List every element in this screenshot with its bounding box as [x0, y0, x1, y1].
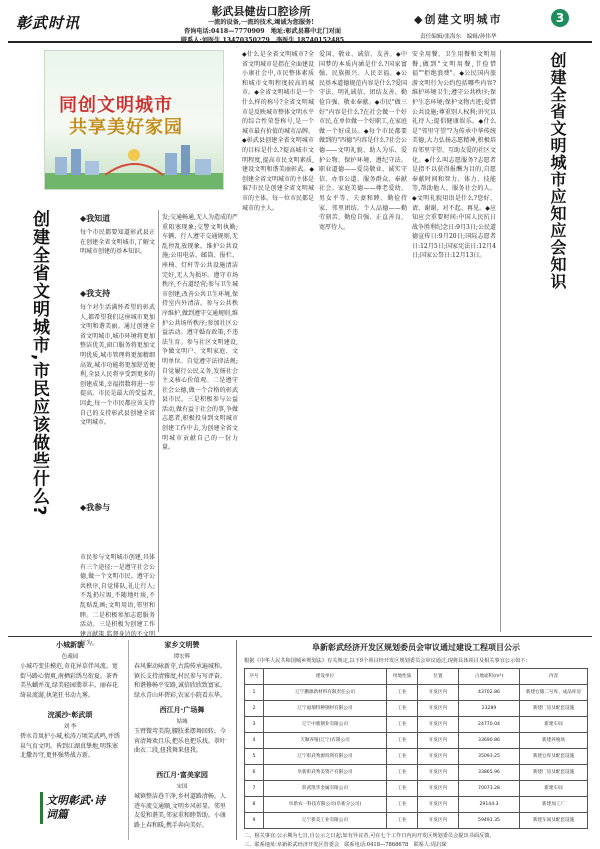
table-cell: 29144.3 [459, 797, 520, 813]
table-cell: 3 [245, 717, 264, 733]
poem-3-text: 春风催动咏新芽,古韵传承遍城和。镇长支持清雅度,村民参与写评奋。和谐修畅平安路,诚信欣欣致富家。绿水青山环碧彩,农家小院看东华。 [134, 663, 226, 699]
table-cell: 工业 [387, 797, 418, 813]
page-number: 3 [555, 11, 565, 25]
poems-divider-1 [128, 640, 129, 840]
table-cell: 工业 [387, 685, 418, 701]
poem-5 [134, 770, 230, 830]
poem-2-title: 浣溪沙·彰武颂 [47, 711, 93, 719]
table-cell: 4 [245, 733, 264, 749]
table-cell: 辽宁新美工业有限公司 [264, 813, 387, 829]
section-join-heading: ◆我参与 [80, 503, 111, 512]
poem-2-text: 碧水青岚护小城,松涛万顷笑武鸣,并绣泉气育文明。皆到江湖真挚地,明珠塞北撒吾穹,更怀强势战方新。 [20, 733, 120, 760]
table-cell: 辽宁中鼎钢业有限公司 [264, 717, 387, 733]
poem-1-title: 小城新貌 [56, 641, 84, 649]
ad-clinic-name: 彰武县健齿口腔诊所 [211, 5, 311, 18]
table-header: 位置 [418, 669, 459, 685]
table-header: 用地性质 [387, 669, 418, 685]
section-support-heading: ◆我支持 [80, 289, 111, 298]
table-cell: 24770.04 [459, 717, 520, 733]
table-cell: 9 [245, 813, 264, 829]
table-cell: 彰武凯华金属有限公司 [264, 781, 387, 797]
section-title: ◆创建文明城市 [414, 13, 503, 26]
column-divider-1 [158, 210, 159, 632]
poem-1-author: 色魂园 [61, 654, 79, 660]
notice-footer-2: 三、联系地址:阜新彰武经济开发区管委会 联系电话:0418—7868678 联系人:周启琛 [244, 842, 447, 848]
column-divider-right [500, 50, 501, 632]
newspaper-logo: 彰武时讯 [16, 14, 81, 32]
table-cell: 辽宁鹏源新材料有限责任公司 [264, 685, 387, 701]
poem-4 [134, 705, 230, 756]
banner-skyline [45, 143, 223, 189]
notice-title: 阜新彰武经济开发区规划委员会审议通过建设工程项目公示 [312, 643, 520, 652]
table-row [245, 717, 588, 733]
notice-footer-1: 二、相关事宜:公示期为七日,自公示之日起;如有异议者,可在七个工作日内向开发区规划委员会提出书面反馈。 [244, 833, 495, 839]
table-row [245, 797, 588, 813]
column-1 [80, 213, 155, 517]
paragraph-column-4: 爱国、敬业、诚信、友善。◆中国梦的本质内涵是什么?国家富强、民族振兴、人民幸福。◆公民基本道德规范内容是什么?爱国守法、明礼诚信、团结友善、勤俭自强、敬业奉献。◆市民"做三好"内容是什么?在社会做一个好市民,在单位做一个好职工,在家庭做一个好成员。◆每个市民都要做到的"四德"内容是什么?社会公德——文明礼貌、助人为乐、爱护公物、保护环境、遵纪守法。职业道德——爱岗敬业、诚实守信、办事公道、服务群众、奉献社会。家庭美德——尊老爱幼、男女平等、夫妻和睦、勤俭持家、邻里团结。个人品德——勤劳刻苦、勤俭自强、正直善良、宽厚待人。 [319, 51, 407, 231]
table-cell: 新建加工厂 [520, 797, 588, 813]
poem-5-text: 城镇整洁巷干净,乡村道路清畅。人迹车流交通顺,文明乡风彰显。邻里友爱和谐美,邻家重和睦帮助。小康路上春和暖,携手奔向美好。 [134, 793, 226, 829]
paragraph-column-2: 发;交通畅通,无人为造成的严重阻塞现象;交警文明执勤;车辆、行人遵守交通规则,无乱停乱放现象。维护公共设施;公用电话、邮筒、报栏、座椅、灯杆等公共设施清洁完好,无人为损坏。遵守市场秩序,不占道经营;参与卫生城市创建,改善公共卫生环境,保持室内外清洁。参与公共秩序维护,做到遵守交通规则,维护公共场所秩序;参加社区公益活动。遵守婚育政策,不违法生育。参与社区文明建设,争做文明户、文明家庭、文明单位。自觉遵守法律法规;自觉履行公民义务,发扬社会主义核心价值观。二是遵守社会公德,做一个合格的彰武县市民。三是积极参与公益活动,做有益于社会的事,争做志愿者,积极投身到文明城市创建工作中去,为创建全省文明城市贡献自己的一份力量。 [162, 214, 238, 452]
poem-1 [20, 640, 120, 700]
table-row [245, 813, 588, 829]
table-header: 内容 [520, 669, 588, 685]
headline-left: 创建全省文明城市,市民应该做些什么? [29, 210, 49, 517]
table-cell: 新建厂房及配套设施 [520, 765, 588, 781]
notice-intro: 根据《中华人民共和国城乡规划法》有关规定,以下9个项目经开发区规划委员会审议通过,现将具体项目及相关事宜公示如下: [244, 658, 528, 664]
table-cell: 工业 [387, 813, 418, 829]
ad-phone-address: 咨询电话:0418—7770909 地址:彰武县幕中北门对面 [183, 28, 342, 35]
poem-4-title: 西江月·广场舞 [159, 706, 205, 714]
table-cell: 开发区内 [418, 813, 459, 829]
masthead [0, 0, 600, 42]
table-cell: 23289 [459, 701, 520, 717]
table-cell: 开发区内 [418, 717, 459, 733]
public-notice [240, 640, 592, 848]
table-header: 建设单位 [264, 669, 387, 685]
table-cell: 辽宁彰武秀源投资有限公司 [264, 749, 387, 765]
table-row [245, 701, 588, 717]
table-cell: 开发区内 [418, 685, 459, 701]
paragraph-know: 每个市民都要知道彰武县正在创建全省文明城市,了解文明城市创建的基本知识。 [80, 229, 155, 256]
table-cell: 8 [245, 797, 264, 813]
table-row [245, 765, 588, 781]
poem-3-author: 谭宏辉 [173, 654, 191, 660]
table-cell: 新建养殖场 [520, 733, 588, 749]
banner-title-2: 共享美好家园 [69, 117, 183, 138]
poems-section-label: 文明彰武·诗词篇 [40, 792, 113, 824]
poem-2-author: 刘 李 [63, 724, 77, 730]
paragraph-join: 市民参与文明城市创建,具体有三个途径:一是遵守社会公德,做一个文明市民。遵守公共秩序,自觉排队,礼让行人;不乱扔垃圾,不随地吐痰,不乱贴乱画;文明用语,邻里和睦。二是积极参加志愿服务活动。三是积极为创建工作建言献策,监督身边的不文明行为。 [80, 554, 155, 648]
table-cell: 开发区内 [418, 733, 459, 749]
poem-1-text: 小城巧变佳模范,奇花异草伴风流。宽街马路心情爽,南栖彩绣鸟衔夏。茶香美丛蝴并茂,绿美轻园翡翠丰。丽春花绮泉流潺,执笔狂书动九雾。 [20, 663, 118, 699]
table-cell: 开发区内 [418, 749, 459, 765]
table-cell: 5 [245, 749, 264, 765]
table-cell: 70073.28 [459, 781, 520, 797]
editor-credits: 责任编辑/张海东 编辑/孙伟华 [420, 34, 497, 40]
table-cell: 新建厂房及配套设施 [520, 701, 588, 717]
poem-5-title: 西江月·富美家园 [156, 771, 208, 779]
table-cell: 新建车间及配套设施 [520, 813, 588, 829]
section-know-heading: ◆我知道 [80, 214, 111, 223]
paragraph-support: 每个对生活满怀希望的彰武人,都希望我们这座城市更加文明和谐美丽。通过创建全省文明城市,城市环境将更加整洁优美,窗口服务将更加文明优质,城市管理将更加精细高效,城市功能将更加舒适便利,全县人民将享受到更多的创建成果,幸福指数将进一步提高。市民是最大的受益者,因此,每一个市民都应该支持自己的支持彰武县创建全省文明城市。 [80, 304, 155, 427]
ad-contacts: 联系人:刘医生 13470350279 李医生 18740152485 [180, 37, 345, 44]
table-cell: 33690.86 [459, 733, 520, 749]
lower-section-rule [8, 636, 592, 637]
paragraph-column-5: 安全用餐、卫生用餐和文明用餐,做到"文明用餐,节俭惜福""拒绝浪费"。◆公民国内旅游文明行为公约包括哪些内容?维护环境卫生;遵守公共秩序;保护生态环境;保护文物古迹;爱惜公共设施;尊重别人权利;讲究以礼待人;提倡健康娱乐。◆什么是"邻里守望"?为传承中华传统美德,大力弘扬志愿精神,积极培育邻里守望、互助友爱的社区文化。◆什么叫志愿服务?志愿者是指不以获得报酬为目的,自愿奉献时间和智力、体力、技能等,帮助他人、服务社会的人。◆文明礼貌用语是什么?您好、请、谢谢、对不起、再见。◆应知应会重要时间:中国人民抗日战争胜利纪念日:9月3日;公民道德宣传日:9月20日;国际志愿者日:12月5日;国家宪法日:12月4日;国家公祭日:12月13日。 [412, 51, 497, 260]
table-cell: 开发区内 [418, 781, 459, 797]
notice-project-table [244, 668, 588, 829]
table-cell: 2 [245, 701, 264, 717]
table-cell: 辽宁福瑞特种钢材有限公司 [264, 701, 387, 717]
table-cell: 工业 [387, 717, 418, 733]
table-cell: 阜新彰武秀美资产有限公司 [264, 765, 387, 781]
table-cell: 开发区内 [418, 765, 459, 781]
poem-5-author: 宋国 [176, 784, 188, 790]
table-cell: 工业 [387, 781, 418, 797]
table-cell: 6 [245, 765, 264, 781]
table-cell: 59491.35 [459, 813, 520, 829]
table-row [245, 781, 588, 797]
table-cell: 工业 [387, 733, 418, 749]
poem-2 [20, 710, 120, 761]
table-row [245, 749, 588, 765]
banner-title-1: 同创文明城市 [59, 95, 173, 116]
paragraph-column-3: ◆什么是全省文明城市?全省文明城市是指在全面建设小康社会中,市民整体素质和城市文明程度较高的城市。◆全省文明城市是一个什么样的称号?全省文明城市是反映城市整体文明水平的综合性荣誉称号,是一个城市最有价值的城市品牌。◆彰武县创建全省文明城市的目标是什么?提高城市文明程度,提高市民文明素质,建设文明和谐美丽彰武。◆创建全省文明城市的主体是谁?市民是创建全省文明城市的主体。每一位市民都是城市的主人。 [242, 51, 315, 212]
page-number-badge [551, 9, 569, 27]
table-cell: 新建仓库及配套设施 [520, 749, 588, 765]
notice-divider [236, 640, 237, 840]
masthead-rule [8, 41, 592, 43]
table-cell: 新建车间 [520, 717, 588, 733]
table-header: 序号 [245, 669, 264, 685]
poem-4-author: 姑城 [176, 719, 188, 725]
table-cell: 开发区内 [418, 701, 459, 717]
poem-3-title: 家乡文明赞 [164, 641, 200, 649]
table-cell: 工业 [387, 749, 418, 765]
table-cell: 7 [245, 781, 264, 797]
table-row [245, 733, 588, 749]
section-title-text: 创建文明城市 [424, 13, 503, 26]
ad-slogan: 一流的设备,一流的技术,竭诚为您服务! [207, 19, 315, 26]
table-cell: 阜新农一科技有限公司(阜新分公司) [264, 797, 387, 813]
table-body [245, 685, 588, 829]
headline-right: 创建全省文明城市应知应会知识 [548, 52, 567, 290]
table-cell: 新建仓储二号库、成品库房 [520, 685, 588, 701]
poem-3 [134, 640, 230, 700]
banner-image [44, 50, 224, 190]
table-cell: 1 [245, 685, 264, 701]
table-cell: 33865.96 [459, 765, 520, 781]
table-cell: 新建车间 [520, 781, 588, 797]
table-cell: 35093.25 [459, 749, 520, 765]
table-cell: 工业 [387, 701, 418, 717]
table-header-row [245, 669, 588, 685]
table-cell: 开发区内 [418, 797, 459, 813]
table-row [245, 685, 588, 701]
table-cell: 43702.86 [459, 685, 520, 701]
table-header: 占地面积(m²) [459, 669, 520, 685]
table-cell: 工业 [387, 765, 418, 781]
table-cell: 天顺养殖(辽宁)有限公司 [264, 733, 387, 749]
poem-4-text: 玉臂微弯美韵,腰肢柔摆舞回转。今宵清舞欢且乐,把乐也把乐找。翠叶曲衣二段,扭我舞来扭我。 [134, 728, 226, 755]
